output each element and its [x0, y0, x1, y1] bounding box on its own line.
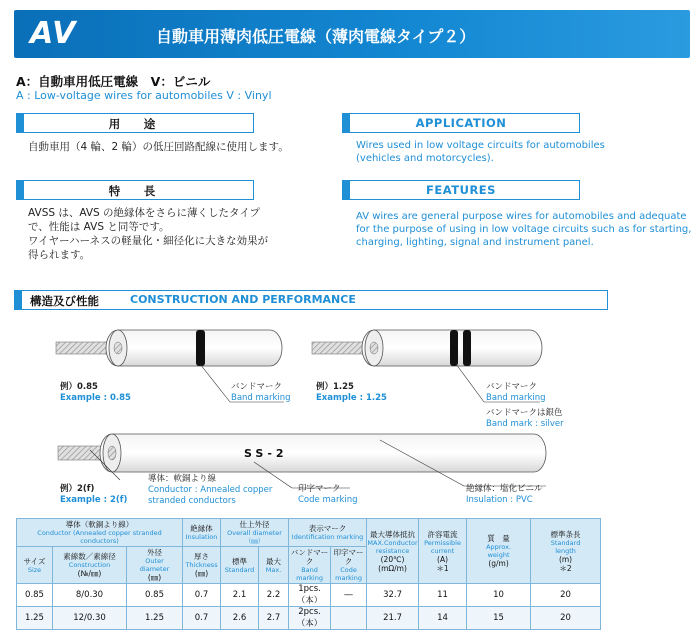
leader-line	[456, 364, 484, 402]
application-en-label: APPLICATION	[415, 116, 507, 130]
features-en-line: AV wires are general purpose wires for automobiles and adequate	[356, 211, 687, 222]
band-mark	[450, 330, 458, 366]
header-label-en: Code	[340, 566, 357, 574]
wire1-band-en: Band marking	[231, 393, 291, 403]
header-label: ＊1	[436, 563, 449, 573]
features-ja-line: で、性能は AVS と同等です。	[28, 221, 170, 233]
table-header-row	[17, 519, 601, 547]
wire2-band-en: Band marking	[486, 393, 546, 403]
header-label: 外径	[147, 548, 163, 557]
spec-table	[16, 518, 601, 630]
header-label-en: current	[430, 546, 455, 555]
header-label: (g/m)	[488, 559, 509, 568]
cell-length: 20	[531, 584, 601, 607]
header-label-en: Approx.	[486, 543, 511, 551]
cell-standard: 2.1	[221, 584, 259, 607]
header-label-en: Overall diameter（㎜）	[227, 529, 282, 545]
header-label-en: Outer	[145, 557, 164, 565]
wire3-insulation-ja: 絶縁体：塩化ビニル	[466, 484, 543, 494]
wire2-silver-en: Band mark : silver	[486, 419, 564, 429]
header-overall	[221, 519, 289, 547]
header-label: (A)	[437, 554, 449, 564]
wire3-conductor-ja: 導体：軟銅より線	[148, 474, 217, 484]
header-label-en: Conductor (Annealed copper stranded conductors)	[37, 529, 162, 545]
header-code	[331, 547, 367, 584]
cell-standard: 2.6	[221, 607, 259, 630]
cell-max: 2.2	[259, 584, 289, 607]
header-label: (㎜)	[147, 573, 162, 582]
header-label: (№/㎜)	[77, 569, 102, 578]
header-label: (20℃)	[380, 554, 405, 564]
header-label-en: Identification marking	[291, 533, 364, 541]
header-label-en: Band	[301, 566, 318, 574]
page-title: 自動車用薄肉低圧電線（薄肉電線タイプ２）	[156, 27, 476, 46]
leader-line	[200, 364, 230, 402]
wire3-code-en: Code marking	[298, 495, 358, 505]
header-label: 表示マーク	[308, 524, 347, 533]
header-label: 最大	[266, 556, 282, 566]
header-label-en: Standard	[550, 538, 581, 547]
jacket	[100, 434, 546, 472]
jacket	[106, 330, 282, 366]
header-label: 許容電流	[427, 529, 458, 539]
features-ja-line: ワイヤーハーネスの軽量化・細径化に大きな効果が	[28, 235, 269, 247]
wire2-silver-ja: バンドマークは銀色	[486, 408, 563, 418]
cell-size: 1.25	[17, 607, 53, 630]
cell-band: 2pcs.（本）	[289, 607, 331, 630]
header-label: 印字マーク	[333, 548, 364, 566]
band-mark	[196, 330, 205, 366]
construction-en-label: CONSTRUCTION AND PERFORMANCE	[130, 293, 356, 306]
header-label-en: Size	[27, 565, 42, 574]
features-ja-heading	[16, 180, 254, 200]
code-marking-text: SS-2	[244, 447, 288, 460]
cell-construction: 12/0.30	[53, 607, 127, 630]
header-label-en: MAX.Conductor	[367, 538, 418, 547]
conductor-end	[114, 342, 122, 354]
features-en-line: for the purpose of using in low voltage circuits such as for starting,	[356, 224, 692, 235]
features-en-label: FEATURES	[426, 183, 496, 197]
header-label: サイズ	[23, 556, 46, 566]
wire1-band-ja: バンドマーク	[231, 382, 283, 392]
header-label: (mΩ/m)	[378, 563, 407, 573]
application-ja-heading	[16, 113, 254, 133]
header-length	[531, 519, 601, 584]
wire2-example-ja: 例）1.25	[316, 382, 354, 392]
cell-outer: 1.25	[127, 607, 183, 630]
wire3-conductor-en-2: stranded conductors	[148, 496, 236, 506]
cell-current: 11	[419, 584, 467, 607]
cell-length: 20	[531, 607, 601, 630]
header-label: 仕上外径	[239, 520, 270, 529]
cell-code: ―	[331, 584, 367, 607]
header-insulation	[183, 519, 221, 547]
header-max	[259, 547, 289, 584]
header-label-en: Max.	[265, 565, 282, 574]
header-label-en: Permissible	[424, 538, 461, 547]
product-code: AV	[30, 16, 77, 51]
header-label: 導体（軟銅より線）	[65, 520, 134, 529]
header-label-en: Thickness	[185, 561, 218, 569]
application-en-line: (vehicles and motorcycles).	[356, 153, 494, 164]
header-label-en: weight	[487, 551, 510, 559]
header-label: 標準	[232, 556, 248, 566]
construction-heading	[14, 290, 608, 310]
header-band	[289, 547, 331, 584]
application-en-heading	[342, 113, 580, 133]
header-label: (m)	[558, 554, 573, 564]
header-label-en: Insulation	[185, 533, 218, 541]
table-row	[17, 607, 601, 630]
cell-thickness: 0.7	[183, 584, 221, 607]
header-label-en: marking	[335, 574, 362, 582]
wire-illustrations	[0, 310, 700, 520]
wire-2f	[58, 434, 546, 488]
features-ja-line: 得られます。	[28, 249, 91, 261]
cell-resistance: 21.7	[367, 607, 419, 630]
header-ident	[289, 519, 367, 547]
header-label-en: length	[555, 546, 576, 555]
header-label: バンドマーク	[290, 548, 329, 566]
application-ja-label: 用 途	[108, 117, 162, 131]
wire1-example-ja: 例）0.85	[60, 382, 98, 392]
cell-size: 0.85	[17, 584, 53, 607]
features-en-line: charging, lighting, signal and instrument panel.	[356, 237, 594, 248]
header-thickness	[183, 547, 221, 584]
header-label: 質 量	[487, 534, 510, 543]
cell-resistance: 32.7	[367, 584, 419, 607]
cell-current: 14	[419, 607, 467, 630]
cell-thickness: 0.7	[183, 607, 221, 630]
band-mark	[463, 330, 471, 366]
wire2-band-ja: バンドマーク	[486, 382, 538, 392]
header-standard	[221, 547, 259, 584]
features-ja-label: 特 長	[108, 184, 162, 198]
cell-code	[331, 607, 367, 630]
cell-construction: 8/0.30	[53, 584, 127, 607]
features-en-text	[356, 210, 691, 249]
wire3-example-ja: 例）2(f)	[60, 484, 95, 494]
subtitle-ja: A：自動車用低圧電線 V：ビニル	[16, 74, 211, 89]
construction-ja-label: 構造及び性能	[30, 294, 99, 308]
header-label-en: diameter	[139, 565, 170, 573]
application-ja-text: 自動車用（4 輪、2 輪）の低圧回路配線に使用します。	[28, 141, 289, 153]
features-ja-text	[28, 206, 268, 262]
header-label-en: Standard	[224, 565, 255, 574]
cell-band: 1pcs.（本）	[289, 584, 331, 607]
subtitle-en: A : Low-voltage wires for automobiles V : Vinyl	[16, 89, 272, 102]
table-row	[17, 584, 601, 607]
application-en-text	[356, 139, 605, 165]
header-label: 標準条長	[550, 529, 581, 539]
header-current	[419, 519, 467, 584]
cell-outer: 0.85	[127, 584, 183, 607]
header-label: 絶縁体	[190, 524, 213, 533]
wire1-example-en: Example : 0.85	[60, 393, 131, 403]
features-en-heading	[342, 180, 580, 200]
header-label: 最大導体抵抗	[370, 529, 416, 539]
cell-weight: 10	[467, 584, 531, 607]
wire3-code-ja: 印字マーク	[298, 484, 341, 494]
wire3-insulation-en: Insulation : PVC	[466, 495, 533, 505]
features-ja-line: AVSS は、AVS の絶縁体をさらに薄くしたタイプ	[28, 207, 261, 219]
header-label-en: Construction	[68, 561, 111, 569]
wire2-example-en: Example : 1.25	[316, 393, 387, 403]
header-label-en: resistance	[375, 546, 410, 555]
header-weight	[467, 519, 531, 584]
cell-weight: 15	[467, 607, 531, 630]
wire3-conductor-en-1: Conductor : Annealed copper	[148, 485, 273, 495]
conductor-end	[370, 342, 378, 354]
cell-max: 2.7	[259, 607, 289, 630]
header-label: 素線数／素線径	[63, 552, 116, 561]
header-label: 厚さ	[194, 552, 210, 561]
header-outer	[127, 547, 183, 584]
header-label-en: marking	[296, 574, 323, 582]
application-en-line: Wires used in low voltage circuits for automobiles	[356, 140, 605, 151]
header-resistance	[367, 519, 419, 584]
header-size	[17, 547, 53, 584]
header-conductor	[17, 519, 183, 547]
page-header	[14, 10, 690, 58]
header-construction	[53, 547, 127, 584]
header-label: (㎜)	[194, 569, 209, 578]
conductor-end	[108, 446, 116, 460]
header-label: ＊2	[559, 563, 572, 573]
wire3-example-en: Example : 2(f)	[60, 495, 128, 505]
